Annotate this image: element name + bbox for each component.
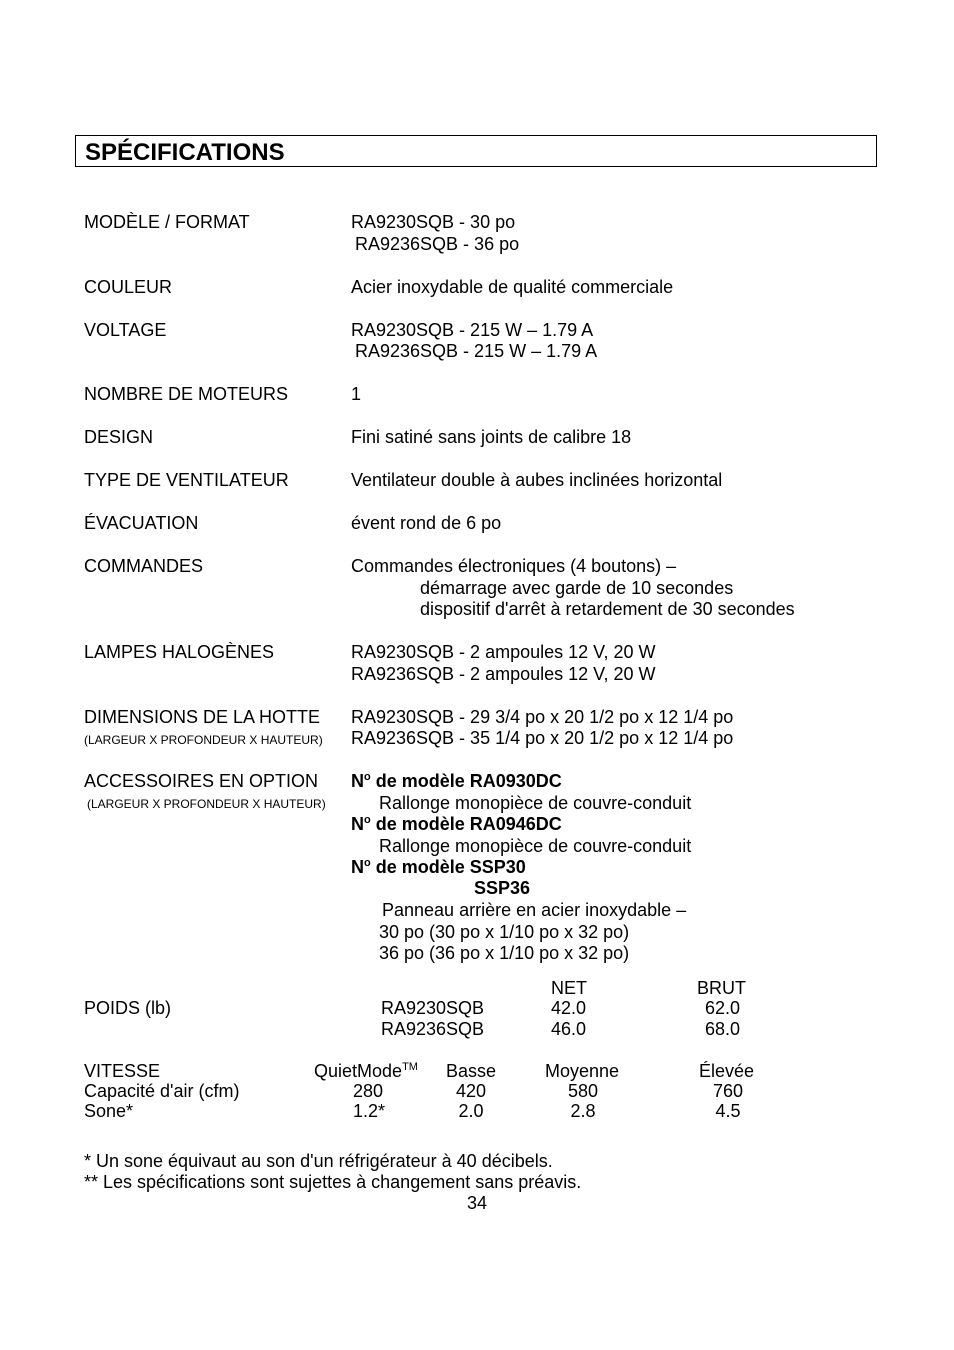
cfm-label: Capacité d'air (cfm) <box>84 1081 240 1101</box>
speed-col-basse: Basse <box>446 1061 497 1081</box>
voltage-value-1: RA9230SQB - 215 W – 1.79 A <box>351 320 594 340</box>
sone-elevee: 4.5 <box>715 1101 741 1121</box>
voltage-value-2: RA9236SQB - 215 W – 1.79 A <box>355 341 598 361</box>
fan-value: Ventilateur double à aubes inclinées horizontal <box>351 470 723 490</box>
controls-value-1: Commandes électroniques (4 boutons) – <box>351 556 677 576</box>
page-number: 34 <box>466 1193 488 1213</box>
accessory-model-3: $N^o$ de modèle SSP30 <box>351 857 526 877</box>
lamps-label: LAMPES HALOGÈNES <box>84 642 275 662</box>
motors-value: 1 <box>351 384 362 404</box>
page-title: SPÉCIFICATIONS <box>85 139 285 166</box>
weight-row-1-net: 42.0 <box>551 998 587 1018</box>
accessory-model-3b: SSP36 <box>474 878 531 898</box>
cfm-basse: 420 <box>455 1081 487 1101</box>
dimensions-value-2: RA9236SQB - 35 1/4 po x 20 1/2 po x 12 1/4 po <box>351 728 734 748</box>
controls-value-2: démarrage avec garde de 10 secondes <box>420 578 734 598</box>
accessory-model-1: $N^o$ de modèle RA0930DC <box>351 771 562 791</box>
sone-moyenne: 2.8 <box>570 1101 596 1121</box>
dimensions-label: DIMENSIONS DE LA HOTTE <box>84 707 321 727</box>
accessory-desc-4: 30 po (30 po x 1/10 po x 32 po) <box>379 922 630 942</box>
accessories-sublabel: (LARGEUR X PROFONDEUR X HAUTEUR) <box>87 797 326 811</box>
model-value-1: RA9230SQB - 30 po <box>351 212 516 232</box>
weight-row-1-brut: 62.0 <box>705 998 741 1018</box>
dimensions-value-1: RA9230SQB - 29 3/4 po x 20 1/2 po x 12 1/4 po <box>351 707 734 727</box>
accessory-desc-3: Panneau arrière en acier inoxydable – <box>382 900 687 920</box>
controls-value-3: dispositif d'arrêt à retardement de 30 secondes <box>420 599 795 619</box>
weight-col-brut: BRUT <box>697 978 746 998</box>
speed-col-moyenne: Moyenne <box>545 1061 620 1081</box>
model-value-2: RA9236SQB - 36 po <box>355 234 520 254</box>
footnote-1: * Un sone équivaut au son d'un réfrigérateur à 40 décibels. <box>84 1151 553 1171</box>
cfm-quietmode: 280 <box>352 1081 384 1101</box>
weight-row-1-model: RA9230SQB <box>381 998 485 1018</box>
dimensions-sublabel: (LARGEUR X PROFONDEUR X HAUTEUR) <box>84 733 323 747</box>
fan-label: TYPE DE VENTILATEUR <box>84 470 289 490</box>
accessory-desc-5: 36 po (36 po x 1/10 po x 32 po) <box>379 943 630 963</box>
sone-quietmode: 1.2* <box>352 1101 386 1121</box>
cfm-moyenne: 580 <box>567 1081 599 1101</box>
accessories-label: ACCESSOIRES EN OPTION <box>84 771 319 791</box>
motors-label: NOMBRE DE MOTEURS <box>84 384 289 404</box>
lamps-value-2: RA9236SQB - 2 ampoules 12 V, 20 W <box>351 664 656 684</box>
speed-label: VITESSE <box>84 1061 161 1081</box>
accessory-desc-2: Rallonge monopièce de couvre-conduit <box>379 836 692 856</box>
weight-row-2-net: 46.0 <box>551 1019 587 1039</box>
sone-label: Sone* <box>84 1101 134 1121</box>
weight-row-2-model: RA9236SQB <box>381 1019 485 1039</box>
accessory-model-2: $N^o$ de modèle RA0946DC <box>351 814 562 834</box>
color-value: Acier inoxydable de qualité commerciale <box>351 277 674 297</box>
weight-label: POIDS (lb) <box>84 998 172 1018</box>
exhaust-value: évent rond de 6 po <box>351 513 502 533</box>
speed-col-elevee: Élevée <box>699 1061 755 1081</box>
voltage-label: VOLTAGE <box>84 320 167 340</box>
color-label: COULEUR <box>84 277 173 297</box>
speed-col-quietmode: QuietMode™ <box>314 1061 418 1081</box>
weight-col-net: NET <box>551 978 587 998</box>
footnote-2: ** Les spécifications sont sujettes à changement sans préavis. <box>84 1172 582 1192</box>
section-title-box <box>75 135 877 167</box>
controls-label: COMMANDES <box>84 556 204 576</box>
model-label: MODÈLE / FORMAT <box>84 212 250 232</box>
cfm-elevee: 760 <box>712 1081 744 1101</box>
accessory-desc-1: Rallonge monopièce de couvre-conduit <box>379 793 692 813</box>
weight-row-2-brut: 68.0 <box>705 1019 741 1039</box>
design-label: DESIGN <box>84 427 154 447</box>
design-value: Fini satiné sans joints de calibre 18 <box>351 427 632 447</box>
exhaust-label: ÉVACUATION <box>84 513 199 533</box>
lamps-value-1: RA9230SQB - 2 ampoules 12 V, 20 W <box>351 642 656 662</box>
sone-basse: 2.0 <box>458 1101 484 1121</box>
